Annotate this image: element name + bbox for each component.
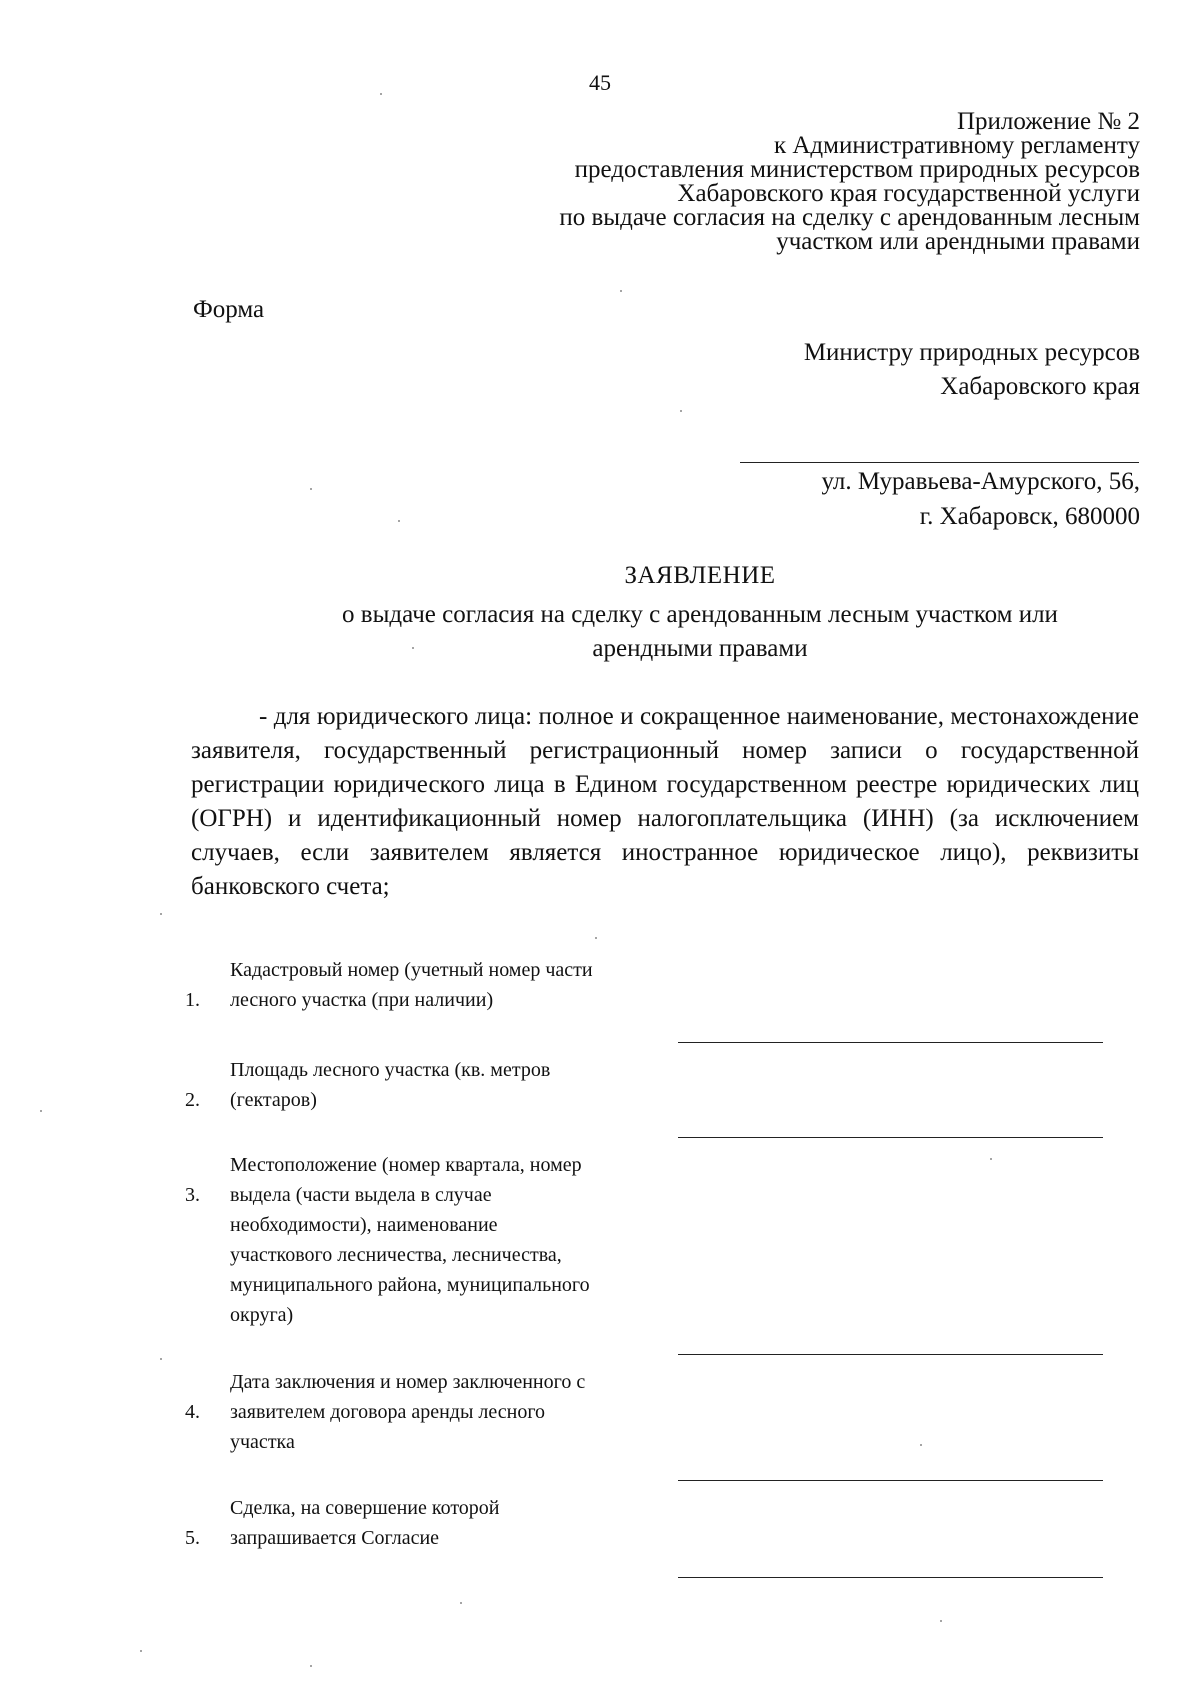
item-text-line: лесного участка (при наличии) xyxy=(230,989,494,1011)
item-text-line: выдела (части выдела в случае xyxy=(230,1184,492,1206)
scan-speck xyxy=(940,1620,942,1622)
item-text-line: Дата заключения и номер заключенного с xyxy=(230,1371,586,1393)
item-1-answer-line[interactable] xyxy=(678,1042,1103,1043)
item-text xyxy=(230,1493,670,1553)
appendix-line: Приложение № 2 xyxy=(956,108,1140,135)
item-3-answer-line[interactable] xyxy=(678,1354,1103,1355)
scan-speck xyxy=(990,1158,992,1160)
item-text xyxy=(230,1367,670,1457)
item-text-line: заявителем договора аренды лесного xyxy=(230,1401,546,1423)
document-title: ЗАЯВЛЕНИЕ xyxy=(624,562,776,589)
item-text xyxy=(230,955,670,1015)
item-text-line: Площадь лесного участка (кв. метров xyxy=(230,1059,551,1081)
item-text-line: Местоположение (номер квартала, номер xyxy=(230,1154,582,1176)
item-text-line: (гектаров) xyxy=(230,1089,317,1111)
item-text-line: участка xyxy=(230,1431,295,1453)
scan-speck xyxy=(160,913,162,915)
form-label: Форма xyxy=(193,296,265,323)
item-text-line: необходимости), наименование xyxy=(230,1214,498,1236)
scan-speck xyxy=(140,1650,142,1652)
addressee-line: Министру природных ресурсов xyxy=(803,339,1140,366)
address-line: ул. Муравьева-Амурского, 56, xyxy=(821,468,1140,495)
page-number: 45 xyxy=(589,70,611,95)
item-text-line: муниципального района, муниципального xyxy=(230,1274,590,1296)
scan-speck xyxy=(40,1110,42,1112)
scan-speck xyxy=(412,647,414,649)
appendix-line: Хабаровского края государственной услуги xyxy=(677,180,1140,207)
appendix-line: к Административному регламенту xyxy=(773,132,1140,159)
item-text xyxy=(230,1055,670,1115)
scan-speck xyxy=(310,488,312,490)
addressee-line: Хабаровского края xyxy=(940,373,1140,400)
item-number: 3. xyxy=(185,1184,200,1206)
scan-speck xyxy=(160,1358,162,1360)
appendix-line: участком или арендными правами xyxy=(776,228,1140,255)
item-text-line: округа) xyxy=(230,1304,294,1326)
item-5-answer-line[interactable] xyxy=(678,1577,1103,1578)
scan-speck xyxy=(920,1444,922,1446)
item-number: 5. xyxy=(185,1527,200,1549)
item-number: 2. xyxy=(185,1089,200,1111)
item-text-line: запрашивается Согласие xyxy=(230,1527,440,1549)
appendix-line: по выдаче согласия на сделку с арендованным лесным xyxy=(559,204,1140,231)
scan-speck xyxy=(620,290,622,292)
item-number: 1. xyxy=(185,989,200,1011)
item-text-line: Сделка, на совершение которой xyxy=(230,1497,500,1519)
scan-speck xyxy=(680,410,682,412)
appendix-line: предоставления министерством природных ресурсов xyxy=(574,156,1140,183)
document-subtitle: о выдаче согласия на сделку с арендованным лесным участком или арендными правами xyxy=(342,601,1058,662)
item-4-answer-line[interactable] xyxy=(678,1480,1103,1481)
item-text-line: Кадастровый номер (учетный номер части xyxy=(230,959,593,981)
scan-speck xyxy=(398,520,400,522)
item-number: 4. xyxy=(185,1401,200,1423)
scan-speck xyxy=(460,1602,462,1604)
item-text xyxy=(230,1150,670,1330)
scan-speck xyxy=(595,937,597,939)
item-2-answer-line[interactable] xyxy=(678,1137,1103,1138)
item-text-line: участкового лесничества, лесничества, xyxy=(230,1244,562,1266)
address-line: г. Хабаровск, 680000 xyxy=(919,503,1140,530)
applicant-requirements-paragraph: - для юридического лица: полное и сокращенное наименование, местонахождение заявителя, государственный регистрационный номер записи о государственной регистрации юридического лица в Едином государственном реестре юридических лиц (ОГРН) и идентификационный номер налогоплательщика (ИНН) (за исключением случаев, если заявителем является иностранное юридическое лицо), реквизиты банковского счета; xyxy=(191,703,1139,900)
scan-speck xyxy=(310,1665,312,1667)
scan-speck xyxy=(380,93,382,95)
